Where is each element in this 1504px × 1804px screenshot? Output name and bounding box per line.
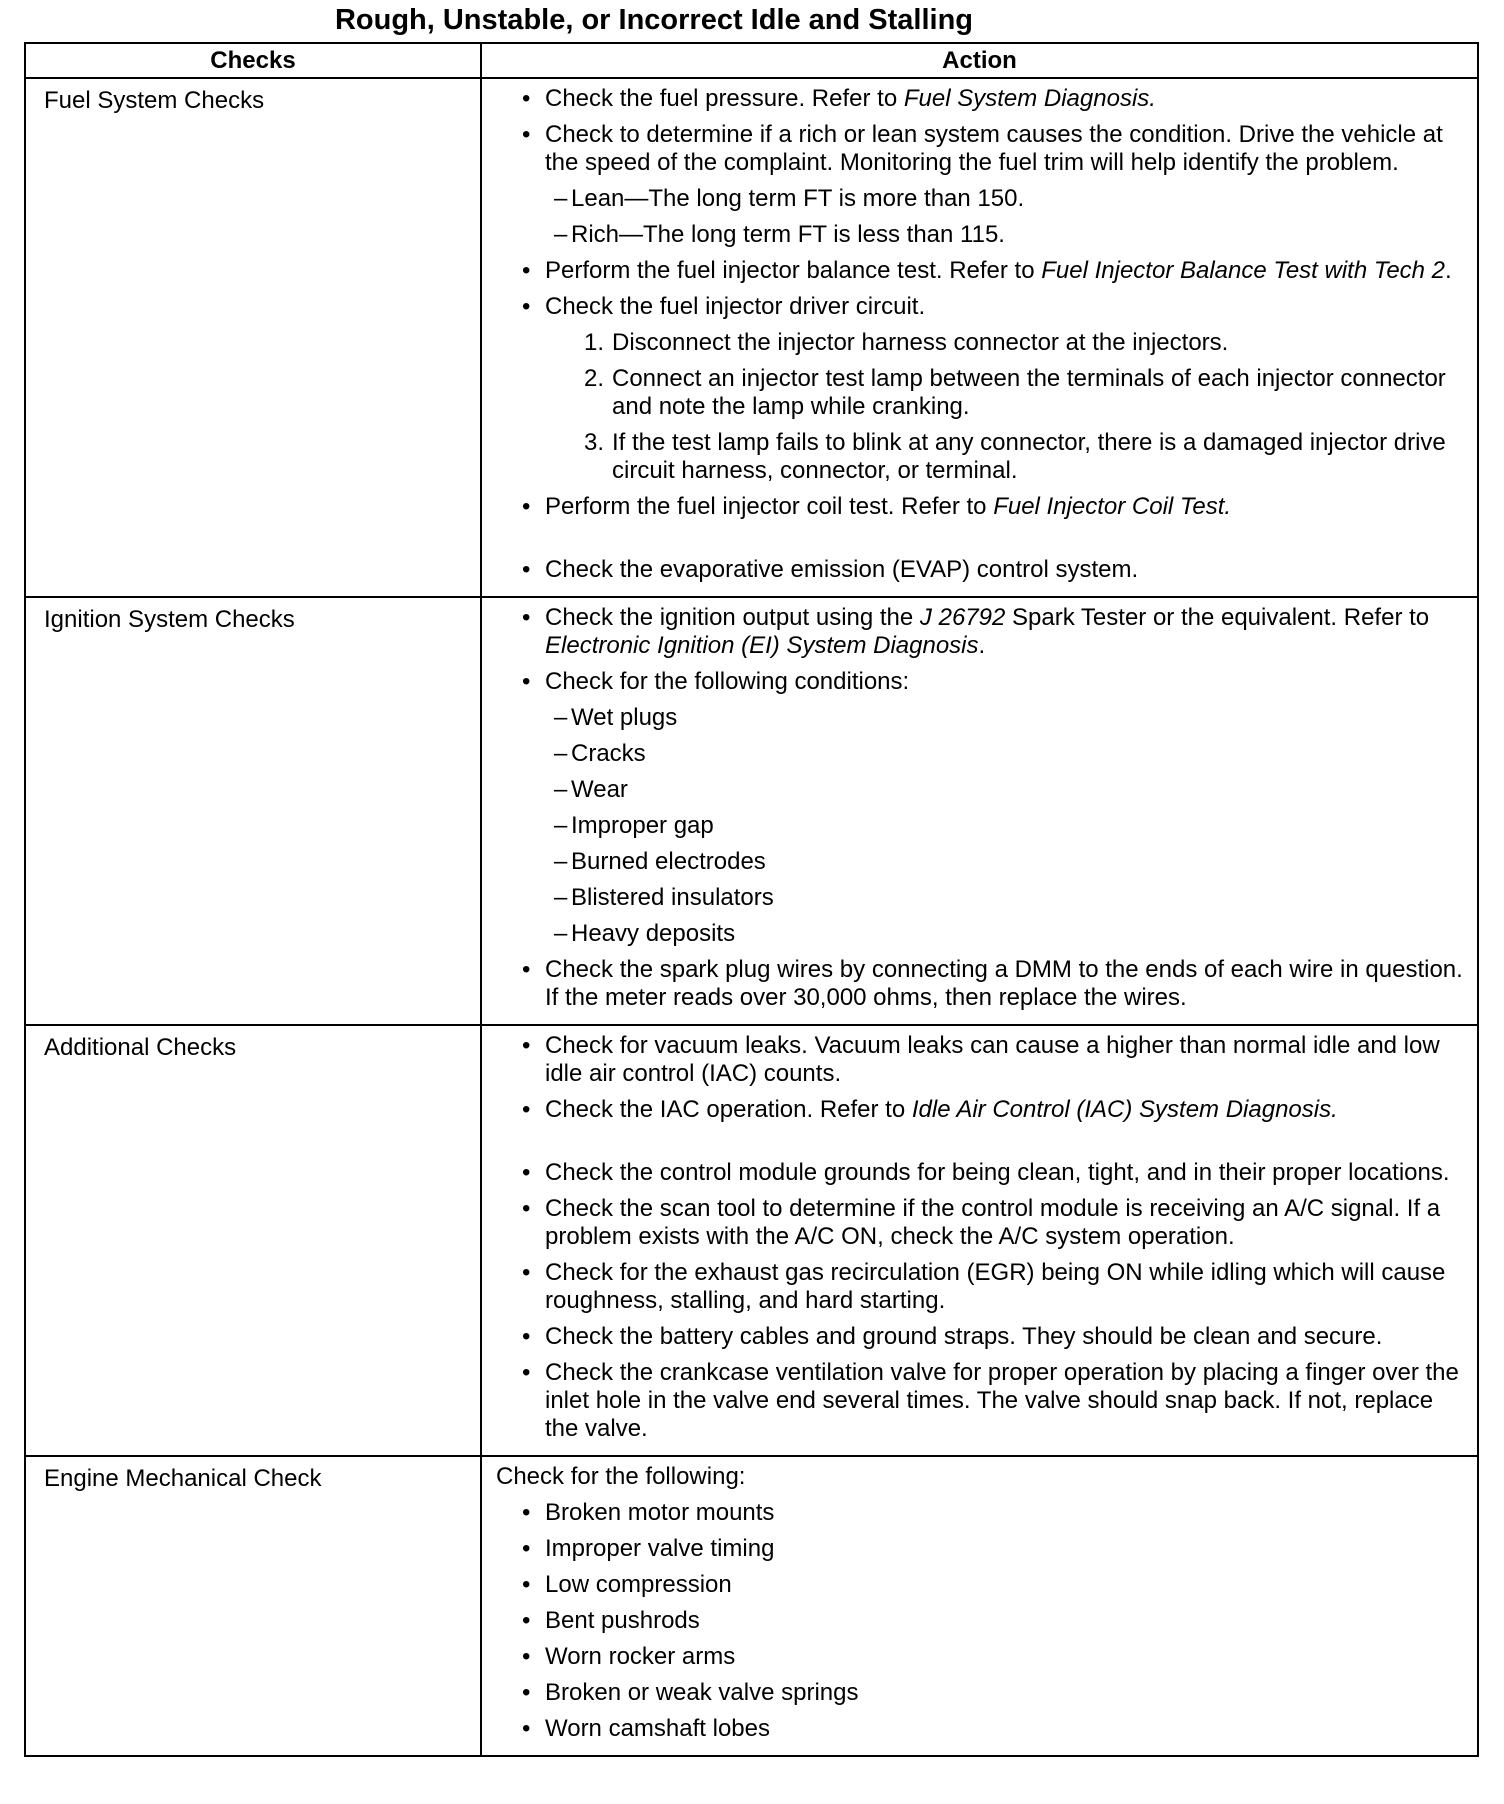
bullet-item: • Worn rocker arms [482, 1643, 1469, 1671]
row-label-additional: Additional Checks [25, 1025, 481, 1456]
reference-link-text: Electronic Ignition (EI) System Diagnosis [545, 632, 979, 659]
bullet-item: • Check the scan tool to determine if the control module is receiving an A/C signal. If a problem exists with the A/C ON, check the A/C system operation. [482, 1195, 1469, 1251]
bullet-item: • Check the fuel pressure. Refer to Fuel System Diagnosis. [482, 85, 1469, 113]
bullet-item: • Check the fuel injector driver circuit. [482, 293, 1469, 321]
table-row-additional [25, 1025, 1478, 1456]
table-row-ignition-system [25, 597, 1478, 1025]
bullet-item: • Broken or weak valve springs [482, 1679, 1469, 1707]
checks-column-header: Checks [25, 43, 481, 78]
additional-actions [481, 1025, 1478, 1456]
diagnostic-table [24, 42, 1479, 1757]
dash-item: – Cracks [482, 740, 1469, 768]
reference-link-text: Idle Air Control (IAC) System Diagnosis. [911, 1096, 1338, 1123]
bullet-item: • Improper valve timing [482, 1535, 1469, 1563]
bullet-item: • Check for vacuum leaks. Vacuum leaks can cause a higher than normal idle and low idle air control (IAC) counts. [482, 1032, 1469, 1088]
bullet-item: • Low compression [482, 1571, 1469, 1599]
dash-item: – Lean—The long term FT is more than 150. [482, 185, 1469, 213]
bullet-item: • Worn camshaft lobes [482, 1715, 1469, 1743]
bullet-item: • Check the crankcase ventilation valve for proper operation by placing a finger over the inlet hole in the valve end several times. The valve should snap back. If not, replace the valve. [482, 1359, 1469, 1443]
dash-item: – Improper gap [482, 812, 1469, 840]
bullet-item: • Check the spark plug wires by connecting a DMM to the ends of each wire in question. If the meter reads over 30,000 ohms, then replace the wires. [482, 956, 1469, 1012]
bullet-item: • Bent pushrods [482, 1607, 1469, 1635]
ignition-system-actions [481, 597, 1478, 1025]
numbered-step: 3. If the test lamp fails to blink at any connector, there is a damaged injector drive circuit harness, connector, or terminal. [584, 429, 1446, 484]
bullet-item: • Check for the exhaust gas recirculation (EGR) being ON while idling which will cause roughness, stalling, and hard starting. [482, 1259, 1469, 1315]
document-title: Rough, Unstable, or Incorrect Idle and Stalling [334, 4, 974, 36]
bullet-item: • Check for the following conditions: [482, 668, 1469, 696]
bullet-item: • Check the evaporative emission (EVAP) control system. [482, 556, 1469, 584]
table-row-fuel-system [25, 78, 1478, 597]
numbered-step: 1. Disconnect the injector harness connector at the injectors. [584, 329, 1229, 356]
bullet-item: • Perform the fuel injector balance test. Refer to Fuel Injector Balance Test with Tech 2. [482, 257, 1469, 285]
bullet-item: • Check the IAC operation. Refer to Idle Air Control (IAC) System Diagnosis. [482, 1096, 1469, 1124]
action-column-header: Action [481, 43, 1478, 78]
reference-link-text: Fuel Injector Coil Test. [993, 493, 1232, 520]
dash-item: – Heavy deposits [482, 920, 1469, 948]
fuel-system-actions [481, 78, 1478, 597]
row-label-ignition-system: Ignition System Checks [25, 597, 481, 1025]
numbered-step: 2. Connect an injector test lamp between the terminals of each injector connector and note the lamp while cranking. [584, 365, 1446, 420]
reference-link-text: Fuel Injector Balance Test with Tech 2 [1041, 257, 1446, 284]
bullet-item: • Check the ignition output using the J 26792 Spark Tester or the equivalent. Refer to Electronic Ignition (EI) System Diagnosis. [482, 604, 1469, 660]
reference-link-text: Fuel System Diagnosis. [903, 85, 1156, 112]
intro-text: Check for the following: [496, 1463, 746, 1490]
row-label-engine-mechanical: Engine Mechanical Check [25, 1456, 481, 1756]
dash-item: – Burned electrodes [482, 848, 1469, 876]
row-label-fuel-system: Fuel System Checks [25, 78, 481, 597]
bullet-item: • Check to determine if a rich or lean system causes the condition. Drive the vehicle at the speed of the complaint. Monitoring the fuel trim will help identify the problem. [482, 121, 1469, 177]
bullet-item: • Check the control module grounds for being clean, tight, and in their proper locations. [482, 1159, 1469, 1187]
table-header-row [25, 43, 1478, 78]
bullet-item: • Perform the fuel injector coil test. Refer to Fuel Injector Coil Test. [482, 493, 1469, 521]
dash-item: – Wear [482, 776, 1469, 804]
dash-item: – Rich—The long term FT is less than 115. [482, 221, 1469, 249]
tool-number: J 26792 [919, 604, 1006, 631]
engine-mechanical-actions [481, 1456, 1478, 1756]
bullet-item: • Broken motor mounts [482, 1499, 1469, 1527]
table-row-engine-mechanical [25, 1456, 1478, 1756]
bullet-item: • Check the battery cables and ground straps. They should be clean and secure. [482, 1323, 1469, 1351]
dash-item: – Wet plugs [482, 704, 1469, 732]
dash-item: – Blistered insulators [482, 884, 1469, 912]
